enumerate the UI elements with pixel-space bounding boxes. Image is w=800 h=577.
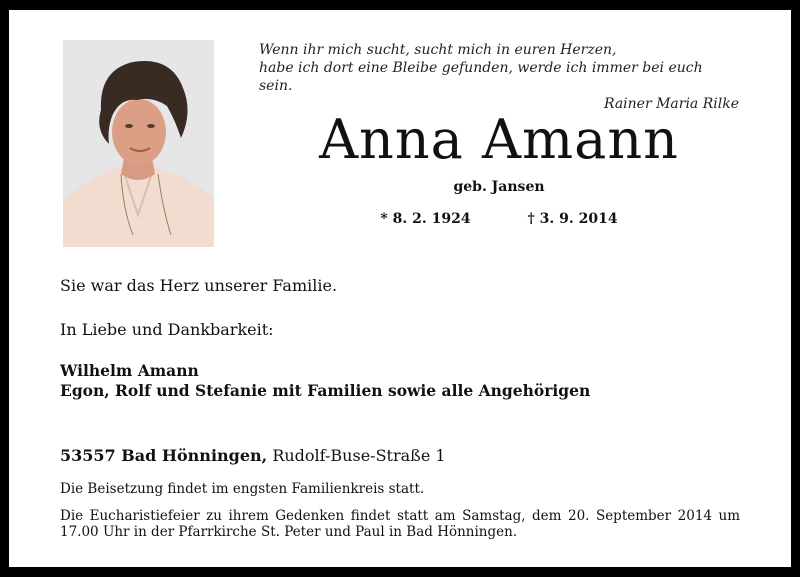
mourners-list — [60, 361, 590, 401]
birth-name: geb. Jansen — [453, 179, 545, 195]
address — [60, 446, 446, 465]
gratitude-line: In Liebe und Dankbarkeit: — [60, 320, 274, 339]
life-dates — [259, 211, 739, 227]
quote-author: Rainer Maria Rilke — [603, 96, 739, 112]
quote-line-2: habe ich dort eine Bleibe gefunden, werde ich immer bei euch sein. — [259, 60, 703, 94]
quote-line-1: Wenn ihr mich sucht, sucht mich in euren Herzen, — [259, 42, 617, 58]
heart-line: Sie war das Herz unserer Familie. — [60, 276, 338, 295]
burial-notice: Die Beisetzung findet im engsten Familienkreis statt. — [60, 481, 425, 497]
obituary-notice — [9, 10, 791, 567]
address-street: Rudolf-Buse-Straße 1 — [272, 446, 446, 465]
address-city: 53557 Bad Hönningen, — [60, 446, 268, 465]
death-date: † 3. 9. 2014 — [527, 211, 618, 227]
mourner-1: Wilhelm Amann — [60, 361, 199, 380]
birth-date: * 8. 2. 1924 — [380, 211, 471, 227]
deceased-name: Anna Amann — [319, 108, 679, 171]
mourner-2: Egon, Rolf und Stefanie mit Familien sowie alle Angehörigen — [60, 381, 591, 400]
rilke-quote — [259, 41, 739, 113]
portrait-photo — [63, 40, 214, 247]
mass-notice: Die Eucharistiefeier zu ihrem Gedenken findet statt am Samstag, dem 20. September 2014 um 17.00 Uhr in der Pfarrkirche St. Peter und Paul in Bad Hönningen. — [60, 508, 740, 540]
